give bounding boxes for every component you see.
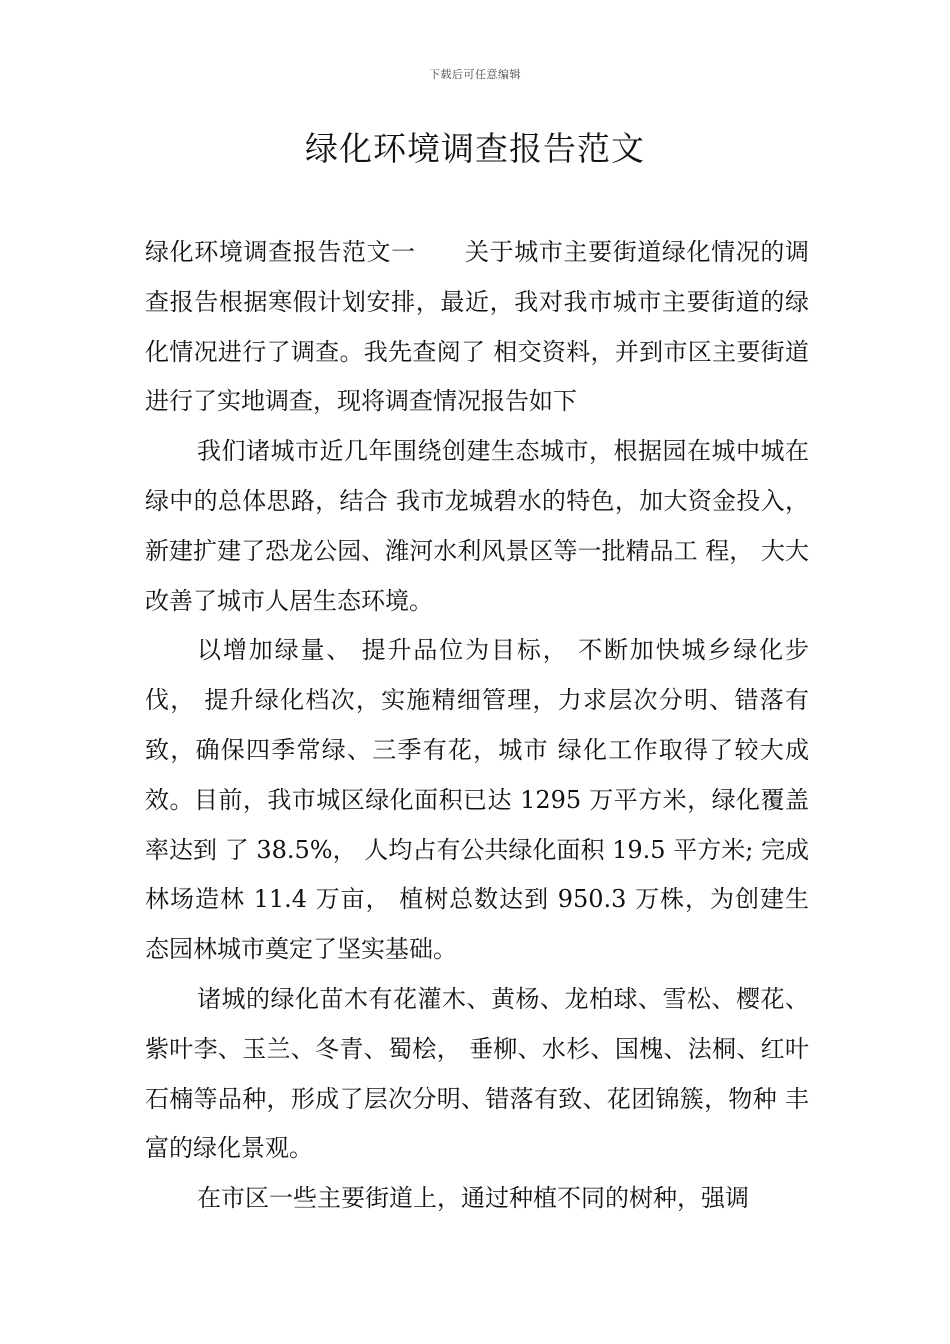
- paragraph-species: 诸城的绿化苗木有花灌木、黄杨、龙柏球、雪松、樱花、紫叶李、玉兰、冬青、蜀桧， 垂柳、水杉、国槐、法桐、红叶石楠等品种，形成了层次分明、错落有致、花团锦簇，物种 丰富的绿化景观。: [145, 984, 809, 1163]
- paragraph-intro: 绿化环境调查报告范文一 关于城市主要街道绿化情况的调查报告根据寒假计划安排，最近，我对我市城市主要街道的绿化情况进行了调查。我先查阅了 相交资料，并到市区主要街道进行了实地调查，现将调查情况报告如下: [145, 238, 809, 416]
- paragraph-streets: 在市区一些主要街道上，通过种植不同的树种，强调: [197, 1184, 749, 1213]
- document-body: [145, 228, 809, 1224]
- document-title: 绿化环境调查报告范文: [305, 129, 645, 168]
- paragraph-achievements: 以增加绿量、 提升品位为目标， 不断加快城乡绿化步伐， 提升绿化档次，实施精细管理，力求层次分明、错落有致，确保四季常绿、三季有花，城市 绿化工作取得了较大成效。目前，我市城区绿化面积已达 1295 万平方米，绿化覆盖率达到 了 38.5%， 人均占有公共绿化面积 19.5 平方米; 完成林场造林 11.4 万亩， 植树总数达到 950.3 万株，为创建生态园林城市奠定了坚实基础。: [145, 636, 809, 964]
- header-note: 下载后可任意编辑: [429, 68, 521, 81]
- paragraph-overview: 我们诸城市近几年围绕创建生态城市，根据园在城中城在绿中的总体思路，结合 我市龙城碧水的特色，加大资金投入，新建扩建了恐龙公园、潍河水利风景区等一批精品工 程， 大大改善了城市人居生态环境。: [145, 437, 809, 615]
